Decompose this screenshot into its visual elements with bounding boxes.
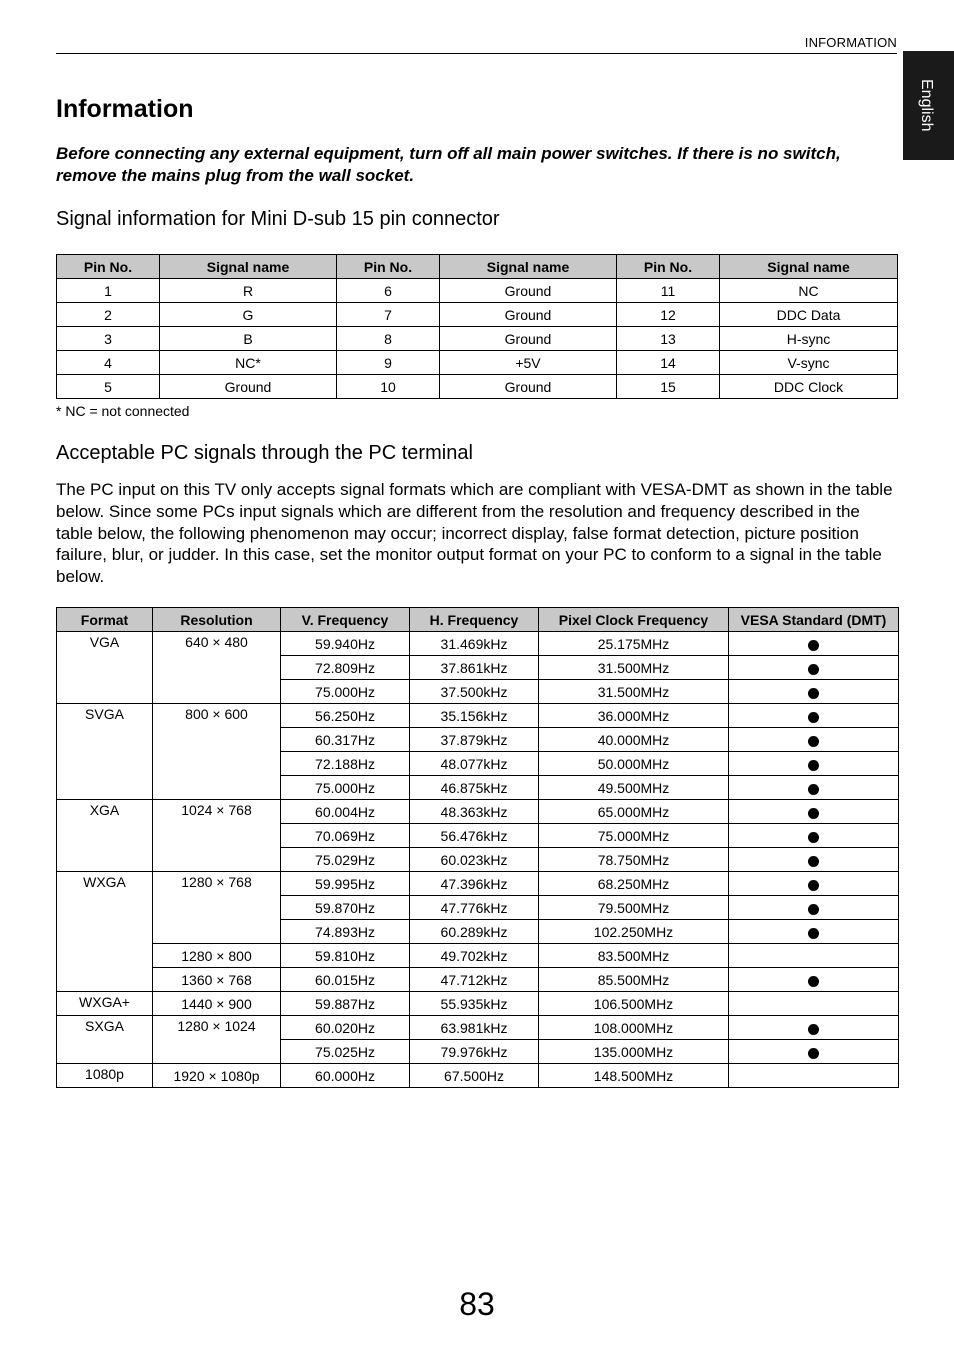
column-header: H. Frequency [410,608,539,632]
table-cell: Ground [160,375,337,399]
filled-circle-icon [808,904,819,915]
table-cell: Ground [440,375,617,399]
filled-circle-icon [808,664,819,675]
column-header: VESA Standard (DMT) [729,608,899,632]
table-cell: 7 [337,303,440,327]
resolution-cell: 800 × 600 [153,704,281,800]
vesa-cell [729,824,899,848]
column-header: Pin No. [337,255,440,279]
table-cell: +5V [440,351,617,375]
v-frequency-cell: 70.069Hz [281,824,410,848]
pixel-clock-cell: 108.000MHz [539,1016,729,1040]
filled-circle-icon [808,712,819,723]
table-cell: 5 [57,375,160,399]
table-cell: 3 [57,327,160,351]
pixel-clock-cell: 65.000MHz [539,800,729,824]
h-frequency-cell: 35.156kHz [410,704,539,728]
table-cell: 15 [617,375,720,399]
vesa-cell [729,920,899,944]
resolution-cell: 1360 × 768 [153,968,281,992]
page-title: Information [56,95,194,123]
h-frequency-cell: 55.935kHz [410,992,539,1016]
table-cell: 9 [337,351,440,375]
vesa-cell [729,704,899,728]
pixel-clock-cell: 49.500MHz [539,776,729,800]
v-frequency-cell: 60.317Hz [281,728,410,752]
table-row [57,968,899,992]
pixel-clock-cell: 79.500MHz [539,896,729,920]
table-cell: 6 [337,279,440,303]
pixel-clock-cell: 31.500MHz [539,656,729,680]
vesa-cell [729,944,899,968]
pixel-clock-cell: 31.500MHz [539,680,729,704]
h-frequency-cell: 46.875kHz [410,776,539,800]
filled-circle-icon [808,1024,819,1035]
pixel-clock-cell: 36.000MHz [539,704,729,728]
v-frequency-cell: 72.809Hz [281,656,410,680]
table-cell: Ground [440,303,617,327]
vesa-cell [729,752,899,776]
header-rule [56,53,897,54]
column-header: Pixel Clock Frequency [539,608,729,632]
table-cell: DDC Clock [720,375,898,399]
table-cell: NC* [160,351,337,375]
h-frequency-cell: 63.981kHz [410,1016,539,1040]
filled-circle-icon [808,760,819,771]
format-cell: VGA [57,632,153,704]
language-tab [903,51,954,160]
h-frequency-cell: 48.363kHz [410,800,539,824]
v-frequency-cell: 74.893Hz [281,920,410,944]
vesa-cell [729,656,899,680]
vesa-cell [729,632,899,656]
section-title-pin-info: Signal information for Mini D-sub 15 pin connector [56,208,500,230]
vesa-cell [729,776,899,800]
pixel-clock-cell: 78.750MHz [539,848,729,872]
filled-circle-icon [808,976,819,987]
resolution-cell: 1280 × 1024 [153,1016,281,1064]
v-frequency-cell: 60.004Hz [281,800,410,824]
pixel-clock-cell: 25.175MHz [539,632,729,656]
v-frequency-cell: 60.000Hz [281,1064,410,1088]
running-header: INFORMATION [804,35,897,50]
table-row [57,632,899,656]
filled-circle-icon [808,856,819,867]
language-tab-label: English [918,79,935,132]
resolution-cell: 1024 × 768 [153,800,281,872]
table-cell: 11 [617,279,720,303]
resolution-cell: 1280 × 768 [153,872,281,944]
column-header: Format [57,608,153,632]
column-header: Resolution [153,608,281,632]
column-header: Signal name [720,255,898,279]
vesa-cell [729,1040,899,1064]
v-frequency-cell: 59.940Hz [281,632,410,656]
v-frequency-cell: 59.810Hz [281,944,410,968]
table-header-row [57,608,899,632]
h-frequency-cell: 67.500Hz [410,1064,539,1088]
resolution-cell: 1280 × 800 [153,944,281,968]
pc-signals-paragraph: The PC input on this TV only accepts signal formats which are compliant with VESA-DMT as shown in the table below. Since some PCs input signals which are different from the resolution and frequency described in the table below, the following phenomenon may occur; incorrect display, false format detection, picture position failure, blur, or judder. In this case, set the monitor output format on your PC to conform to a signal in the table below. [56,480,893,587]
h-frequency-cell: 37.861kHz [410,656,539,680]
table-row [57,1016,899,1040]
table-cell: Ground [440,279,617,303]
h-frequency-cell: 60.023kHz [410,848,539,872]
table-row [57,704,899,728]
h-frequency-cell: 37.879kHz [410,728,539,752]
filled-circle-icon [808,880,819,891]
format-cell: SVGA [57,704,153,800]
pixel-clock-cell: 83.500MHz [539,944,729,968]
vesa-cell [729,680,899,704]
h-frequency-cell: 47.712kHz [410,968,539,992]
column-header: Pin No. [57,255,160,279]
h-frequency-cell: 47.396kHz [410,872,539,896]
v-frequency-cell: 60.015Hz [281,968,410,992]
filled-circle-icon [808,688,819,699]
table-row [57,944,899,968]
pixel-clock-cell: 68.250MHz [539,872,729,896]
h-frequency-cell: 56.476kHz [410,824,539,848]
vesa-cell [729,728,899,752]
v-frequency-cell: 72.188Hz [281,752,410,776]
table-cell: 13 [617,327,720,351]
table-row [57,303,898,327]
vesa-cell [729,848,899,872]
table-header-row [57,255,898,279]
table-cell: DDC Data [720,303,898,327]
vesa-cell [729,1064,899,1088]
pin-signal-table [56,254,898,399]
table-row [57,872,899,896]
vesa-cell [729,1016,899,1040]
table-row [57,279,898,303]
table-cell: R [160,279,337,303]
table-row [57,1064,899,1088]
pixel-clock-cell: 135.000MHz [539,1040,729,1064]
v-frequency-cell: 75.029Hz [281,848,410,872]
vesa-cell [729,968,899,992]
table-row [57,375,898,399]
format-cell: SXGA [57,1016,153,1064]
table-cell: Ground [440,327,617,351]
v-frequency-cell: 59.887Hz [281,992,410,1016]
vesa-cell [729,896,899,920]
footnote: * NC = not connected [56,403,190,419]
filled-circle-icon [808,808,819,819]
h-frequency-cell: 79.976kHz [410,1040,539,1064]
pixel-clock-cell: 50.000MHz [539,752,729,776]
v-frequency-cell: 59.870Hz [281,896,410,920]
table-row [57,327,898,351]
pixel-clock-cell: 75.000MHz [539,824,729,848]
pixel-clock-cell: 148.500MHz [539,1064,729,1088]
v-frequency-cell: 75.000Hz [281,680,410,704]
filled-circle-icon [808,736,819,747]
pixel-clock-cell: 102.250MHz [539,920,729,944]
filled-circle-icon [808,832,819,843]
h-frequency-cell: 60.289kHz [410,920,539,944]
page-number: 83 [459,1286,495,1322]
column-header: V. Frequency [281,608,410,632]
table-row [57,351,898,375]
section-title-pc-signals: Acceptable PC signals through the PC terminal [56,442,473,464]
h-frequency-cell: 37.500kHz [410,680,539,704]
resolution-cell: 640 × 480 [153,632,281,704]
table-cell: 8 [337,327,440,351]
column-header: Signal name [440,255,617,279]
resolution-cell: 1920 × 1080p [153,1064,281,1088]
v-frequency-cell: 75.000Hz [281,776,410,800]
h-frequency-cell: 48.077kHz [410,752,539,776]
filled-circle-icon [808,928,819,939]
pc-signal-table [56,607,899,1088]
format-cell: WXGA [57,872,153,992]
h-frequency-cell: 31.469kHz [410,632,539,656]
resolution-cell: 1440 × 900 [153,992,281,1016]
v-frequency-cell: 60.020Hz [281,1016,410,1040]
filled-circle-icon [808,784,819,795]
table-row [57,992,899,1016]
h-frequency-cell: 47.776kHz [410,896,539,920]
table-cell: 14 [617,351,720,375]
safety-warning: Before connecting any external equipment, turn off all main power switches. If there is no switch, remove the mains plug from the wall socket. [56,144,841,185]
format-cell: 1080p [57,1064,153,1088]
table-cell: V-sync [720,351,898,375]
table-cell: 12 [617,303,720,327]
table-cell: 1 [57,279,160,303]
table-cell: NC [720,279,898,303]
table-cell: 10 [337,375,440,399]
table-cell: G [160,303,337,327]
table-cell: 2 [57,303,160,327]
v-frequency-cell: 75.025Hz [281,1040,410,1064]
vesa-cell [729,992,899,1016]
filled-circle-icon [808,640,819,651]
table-cell: H-sync [720,327,898,351]
v-frequency-cell: 59.995Hz [281,872,410,896]
filled-circle-icon [808,1048,819,1059]
table-cell: 4 [57,351,160,375]
v-frequency-cell: 56.250Hz [281,704,410,728]
table-row [57,800,899,824]
column-header: Signal name [160,255,337,279]
column-header: Pin No. [617,255,720,279]
format-cell: XGA [57,800,153,872]
pixel-clock-cell: 106.500MHz [539,992,729,1016]
format-cell: WXGA+ [57,992,153,1016]
vesa-cell [729,800,899,824]
table-cell: B [160,327,337,351]
pixel-clock-cell: 40.000MHz [539,728,729,752]
h-frequency-cell: 49.702kHz [410,944,539,968]
pixel-clock-cell: 85.500MHz [539,968,729,992]
vesa-cell [729,872,899,896]
